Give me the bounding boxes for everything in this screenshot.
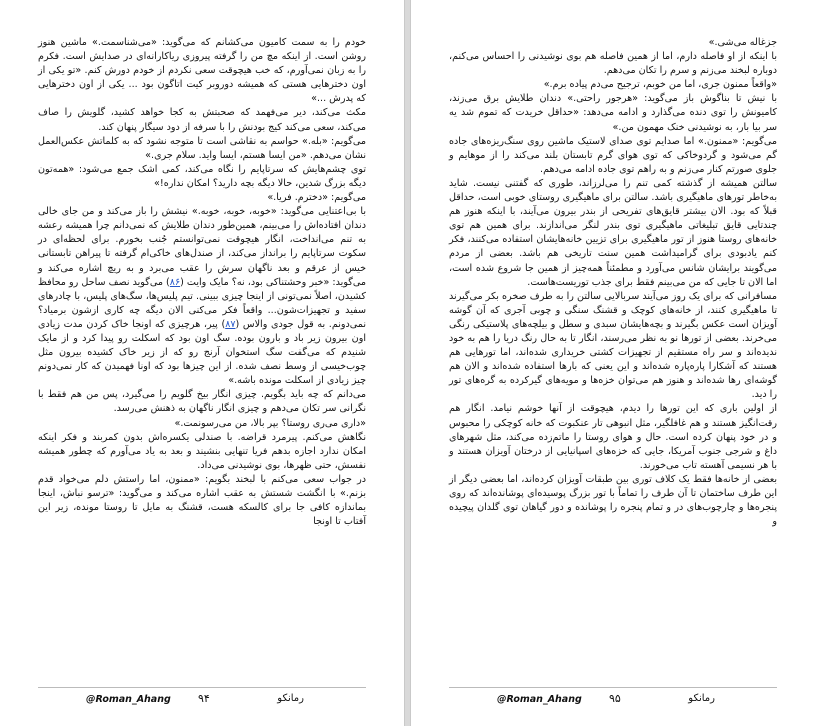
paragraph: می‌گویم: «دخترم. فریا.» <box>267 192 366 204</box>
left-page <box>0 0 405 726</box>
paragraph: در جواب سعی می‌کنم با لبخند بگویم: «ممنون، اما راستش دلم می‌خواد قدم بزنم.» با انگشت شستش به عقب اشاره می‌کند و می‌گوید: «ترسو نباش، اینجا بماندازه کافی جا برای کالسکه هست، قشنگ به مایل تا روستا مونده، زیر این آفتاب تا اونجا <box>38 473 366 528</box>
paragraph: مکث می‌کند، دیر می‌فهمد که صحبتش به کجا خواهد کشید، گلویش را صاف می‌کند، سعی می‌کند کیج بودنش را با سرفه از دود سیگار پنهان کند. <box>38 107 366 133</box>
paragraph: از اولین باری که این تورها را دیدم، هیچوقت از آنها خوشم نیامد. انگار هم رقت‌انگیز هستند و هم غافلگیر، مثل انبوهی تار عنکبوت که خانه کوچکی را محبوس و در خود پنهان کرده است. حال و هوای روستا را ماتم‌زده می‌کند، مثل شهرهای داغ و شرجی جنوب آمریکا، جایی که خزه‌های اسپانیایی از درختان آویزان هستند و با هر نسیمی آهسته تاب می‌خورند. <box>449 403 777 471</box>
right-page-footer <box>411 692 815 710</box>
paragraph: با نیش تا بناگوش باز می‌گوید: «هرجور راحتی.» دندان طلایش برق می‌زند، کامیونش را توی دنده می‌گذارد و ادامه می‌دهد: «حداقل خریدت که تموم شد یه سر بیا بار، به نوشیدنی خنک مهمون من.» <box>449 93 777 133</box>
footer-divider <box>449 687 777 688</box>
paragraph-text: ) می‌گوید نصف ساحل رو محافظ کشیدن، اصلاً نمی‌تونی از اینجا چیزی ببینی. تیم پلیس‌ها، سگ‌های پلیس، با چادرهای سفید و تجهیزات‌شون... واقعاً فکر می‌کنی الان دیگه چه کاری ازشون برمیاد؟ نمی‌دونم. به قول جودی والاس ( <box>38 276 366 330</box>
paragraph: مسافرانی که برای یک روز می‌آیند سربالایی سالتن را به طرف صخره بکر می‌گیرند تا ماهیگیری کنند، از خانه‌های کوچک و قشنگ سنگی و چوبی آجری که آن گوشه آویزان است عکس بگیرند و بچه‌هایشان سبدی و سطل و بیلچه‌های پلاستیکی رنگی می‌خرند. بعضی از تورها نو به نظر می‌رسند، انگار تا به حال رنگ دریا را هم به خود ندیده‌اند و سر راه مستقیم از تجهیزات کشتی خریداری شده‌اند، اما تورهایی هم هستند که آشکارا پاره‌پاره شده‌اند و این یعنی که بارها استفاده شده‌اند و الان هم گوشه‌ای رها شده‌اند و هنوز هم می‌توان خزه‌ها و مویه‌های گیرکرده به گره‌های تور را دید. <box>449 290 777 401</box>
footer-divider <box>38 687 366 688</box>
right-page-text <box>449 36 777 529</box>
paragraph-with-footnotes <box>38 205 366 388</box>
author-handle: @Roman_Ahang <box>86 694 171 705</box>
book-title: رمانکو <box>688 693 715 704</box>
paragraph: می‌گویم: «ممنون.» اما صدایم توی صدای لاستیک ماشین روی سنگ‌ریزه‌های جاده گم می‌شود و گردوخاکی که توی هوای گرم تابستان بلند می‌کند را از موهایم و جلوی صورتم کنار می‌زنم و به راهم توی جاده ادامه می‌دهم. <box>449 135 777 175</box>
author-handle: @Roman_Ahang <box>497 694 582 705</box>
paragraph-text: ) پیر، هرچیزی که اونجا خاک کردن مدت زیادی اون بیرون زیر باد و بارون بوده. سگ اون بود که اسکلت رو پیدا کرد و از مایک شنیدم که می‌گفت سگ استخوان آرنج رو که از زیر خاک کشیده بیرون مثل چوب‌خیسی از وسط نصف شده. از این چیزها بود که اونا فهمیدن که کار نمی‌دونم چیز زیادی از اسکلت مونده باشه.» <box>38 318 366 387</box>
page-number: ۹۵ <box>609 692 621 705</box>
left-page-text <box>38 36 366 529</box>
paragraph: خودم را به سمت کامیون می‌کشانم که می‌گوید: «می‌شناسمت.» ماشین هنوز روشن است. از اینکه مچ من را گرفته پیروزی ریاکارانه‌ای در صدایش است. فکرم را به زبان نمی‌آورم، که خب هیچوقت سعی نکردم از خودم دورش کنم. «تو یکی از اون دخترهایی هستی که همیشه دوروبر کیت اتاگون بود ... یکی از اون دخترهایی که پدرش ...» <box>38 37 366 105</box>
paragraph: سالتن همیشه از گذشته کمی تنم را می‌لرزاند، طوری که گفتنی نیست. شاید به‌خاطر تورهای ماهیگیری باشد. سالتن برای ماهیگیری روستای خوبی است، حداقل قبلاً که بود. الان بیشتر قایق‌های تفریحی از بندر بیرون می‌آیند، با اینکه هنوز هم چندتایی قایق تبلیغاتی ماهیگیری توی بندر لنگر می‌اندازند. برای همین هم توی خانه‌های روستا هنوز از تور ماهیگیری برای تزیین خانه‌هایشان استفاده می‌کنند، فکر کنم یادبودی برای گرامیداشت همین سنت تاریخی هم باشد. بعضی از مردم می‌گویند برایشان شانس می‌آورد و مطمئناً همه‌چیز از همین جا شروع شده است، اما الان تا جایی که من می‌بینم فقط برای جذب توریست‌هاست. <box>449 177 777 288</box>
right-page <box>410 0 815 726</box>
paragraph: «واقعاً ممنون جری، اما من خوبم، ترجیح می‌دم پیاده برم.» <box>543 79 777 91</box>
paragraph: بعضی از خانه‌ها فقط یک کلاف توری بین طبقات آویزان کرده‌اند، اما بعضی دیگر از این طرف ساختمان تا آن طرف را تماماً با تور بزرگ پوسیده‌ای پوشانده‌اند که روی پنجره‌ها و چارچوب‌های در و تمام پنجره را پوشانده و دور گیاهان توی گلدان پیچیده و <box>449 473 777 528</box>
footnote-link-87[interactable]: ۸۷ <box>225 318 236 330</box>
page-number: ۹۴ <box>198 692 210 705</box>
paragraph-text: با بی‌اعتنایی می‌گوید: «خوبه، خوبه، خوبه.» نیشش را باز می‌کند و من جای خالی دندان افتاده‌اش را می‌بینم، همین‌طور دندان طلایش که نمی‌دانم چرا همیشه رعشه به تنم می‌انداخت، انگار هیچوقت نمی‌توانستم جُنب بخورم. برای لحظه‌ای در سکوت سرتاپایم را برانداز می‌کند، از صندل‌های خاکی‌ام گرفته تا پیراهن تابستانی خیس از عرقم و بعد ناگهان سرش را عقب می‌برد و به ریچ اشاره می‌کند و می‌گوید: «خبر وحشتناکی بود، نه؟ مایک وایت ( <box>38 206 366 288</box>
paragraph: با اینکه از او فاصله دارم، اما از همین فاصله هم بوی نوشیدنی را احساس می‌کنم، دوباره لبخند می‌زنم و سرم را تکان می‌دهم. <box>449 51 777 77</box>
paragraph: توی چشم‌هایش که سرتاپایم را نگاه می‌کند، کمی اشک جمع می‌شود: «همه‌تون دیگه بزرگ شدین، حالا دیگه بچه دارید؟ امکان نداره!» <box>38 163 366 189</box>
left-page-footer <box>0 692 404 710</box>
paragraph: «داری می‌ری روستا؟ بپر بالا، من می‌رسونمت.» <box>174 417 366 429</box>
paragraph: جزغاله می‌شی.» <box>708 37 777 48</box>
book-title: رمانکو <box>277 693 304 704</box>
footnote-link-86[interactable]: ۸۶ <box>169 276 181 288</box>
paragraph: می‌دانم که چه باید بگویم. چیزی انگار بیخ گلویم را می‌گیرد، پس من هم فقط با نگرانی سر تکان می‌دهم و چیزی انگار ناگهان به ذهنش می‌رسد. <box>38 389 366 415</box>
paragraph: می‌گویم: «بله.» حواسم به نقاشی است تا متوجه نشود که به کلماتش عکس‌العمل نشان می‌دهم. «من ایسا هستم، ایسا واید. سلام جری.» <box>38 135 366 161</box>
paragraph: نگاهش می‌کنم. پیرمرد قراضه. با صندلی یکسره‌اش بدون کمربند و فکر اینکه امکان ندارد اجازه بدهم فریا تنهایی بنشیند و بعد به یاد می‌آورم که چطور همیشه نفسش، حتی ظهرها، بوی نوشیدنی می‌داد. <box>38 431 366 471</box>
